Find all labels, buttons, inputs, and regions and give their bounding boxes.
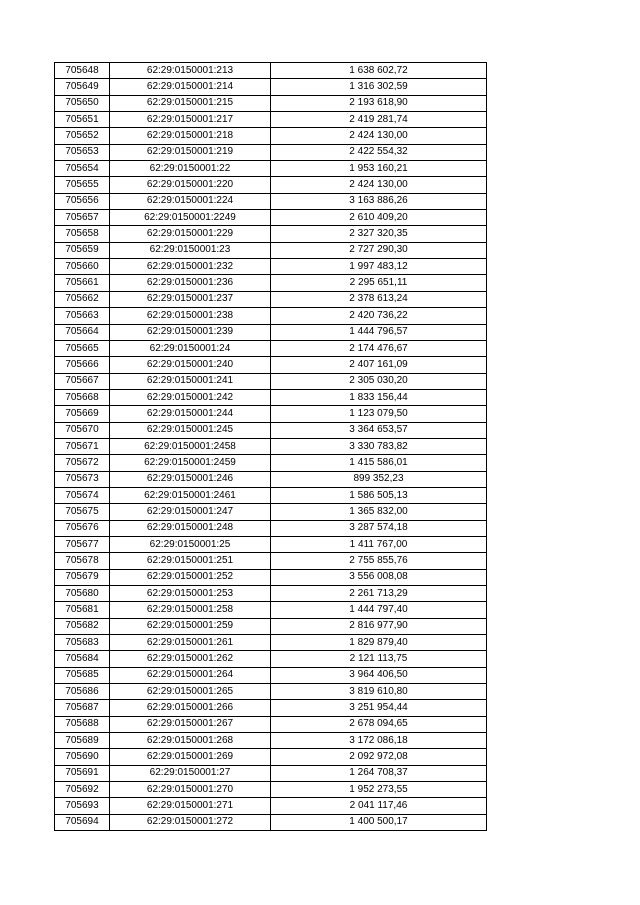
cadastral-number-cell: 62:29:0150001:244	[110, 406, 271, 422]
cadastral-number-cell: 62:29:0150001:224	[110, 193, 271, 209]
cadastral-number-cell: 62:29:0150001:259	[110, 618, 271, 634]
table-row	[55, 389, 487, 405]
table-row	[55, 553, 487, 569]
row-number-cell: 705664	[55, 324, 110, 340]
table-row	[55, 161, 487, 177]
cadastral-value-cell: 2 816 977,90	[271, 618, 487, 634]
row-number-cell: 705677	[55, 536, 110, 552]
cadastral-value-cell: 1 952 273,55	[271, 782, 487, 798]
table-row	[55, 95, 487, 111]
cadastral-value-cell: 2 378 613,24	[271, 291, 487, 307]
row-number-cell: 705652	[55, 128, 110, 144]
table-row	[55, 520, 487, 536]
cadastral-number-cell: 62:29:0150001:2458	[110, 438, 271, 454]
table-row	[55, 275, 487, 291]
cadastral-number-cell: 62:29:0150001:261	[110, 635, 271, 651]
table-row	[55, 373, 487, 389]
cadastral-number-cell: 62:29:0150001:213	[110, 63, 271, 79]
cadastral-number-cell: 62:29:0150001:269	[110, 749, 271, 765]
cadastral-number-cell: 62:29:0150001:272	[110, 814, 271, 830]
row-number-cell: 705668	[55, 389, 110, 405]
table-row	[55, 128, 487, 144]
row-number-cell: 705685	[55, 667, 110, 683]
cadastral-value-cell: 1 586 505,13	[271, 487, 487, 503]
table-row	[55, 749, 487, 765]
cadastral-number-cell: 62:29:0150001:264	[110, 667, 271, 683]
cadastral-number-cell: 62:29:0150001:229	[110, 226, 271, 242]
cadastral-value-cell: 2 755 855,76	[271, 553, 487, 569]
row-number-cell: 705657	[55, 210, 110, 226]
cadastral-number-cell: 62:29:0150001:237	[110, 291, 271, 307]
cadastral-number-cell: 62:29:0150001:2459	[110, 455, 271, 471]
cadastral-value-cell: 3 330 783,82	[271, 438, 487, 454]
table-row	[55, 63, 487, 79]
cadastral-value-cell: 1 833 156,44	[271, 389, 487, 405]
row-number-cell: 705661	[55, 275, 110, 291]
cadastral-number-cell: 62:29:0150001:247	[110, 504, 271, 520]
row-number-cell: 705650	[55, 95, 110, 111]
cadastral-value-cell: 1 316 302,59	[271, 79, 487, 95]
cadastral-number-cell: 62:29:0150001:241	[110, 373, 271, 389]
cadastral-value-cell: 3 556 008,08	[271, 569, 487, 585]
row-number-cell: 705691	[55, 765, 110, 781]
cadastral-value-cell: 2 610 409,20	[271, 210, 487, 226]
table-row	[55, 471, 487, 487]
cadastral-value-cell: 2 407 161,09	[271, 357, 487, 373]
cadastral-number-cell: 62:29:0150001:246	[110, 471, 271, 487]
table-row	[55, 259, 487, 275]
cadastral-value-cell: 1 411 767,00	[271, 536, 487, 552]
cadastral-value-cell: 1 365 832,00	[271, 504, 487, 520]
table-row	[55, 765, 487, 781]
row-number-cell: 705689	[55, 733, 110, 749]
row-number-cell: 705678	[55, 553, 110, 569]
table-row	[55, 438, 487, 454]
cadastral-value-cell: 3 163 886,26	[271, 193, 487, 209]
table-row	[55, 406, 487, 422]
cadastral-number-cell: 62:29:0150001:218	[110, 128, 271, 144]
table-row	[55, 651, 487, 667]
row-number-cell: 705679	[55, 569, 110, 585]
row-number-cell: 705667	[55, 373, 110, 389]
cadastral-number-cell: 62:29:0150001:251	[110, 553, 271, 569]
cadastral-number-cell: 62:29:0150001:214	[110, 79, 271, 95]
table-row	[55, 700, 487, 716]
cadastral-number-cell: 62:29:0150001:271	[110, 798, 271, 814]
row-number-cell: 705665	[55, 340, 110, 356]
row-number-cell: 705694	[55, 814, 110, 830]
table-body	[55, 63, 487, 831]
cadastral-number-cell: 62:29:0150001:242	[110, 389, 271, 405]
cadastral-number-cell: 62:29:0150001:23	[110, 242, 271, 258]
cadastral-value-cell: 2 420 736,22	[271, 308, 487, 324]
table-row	[55, 798, 487, 814]
row-number-cell: 705666	[55, 357, 110, 373]
row-number-cell: 705693	[55, 798, 110, 814]
table-row	[55, 357, 487, 373]
cadastral-value-cell: 1 444 797,40	[271, 602, 487, 618]
row-number-cell: 705649	[55, 79, 110, 95]
row-number-cell: 705687	[55, 700, 110, 716]
row-number-cell: 705686	[55, 684, 110, 700]
row-number-cell: 705684	[55, 651, 110, 667]
row-number-cell: 705690	[55, 749, 110, 765]
cadastral-number-cell: 62:29:0150001:236	[110, 275, 271, 291]
cadastral-value-cell: 1 400 500,17	[271, 814, 487, 830]
row-number-cell: 705656	[55, 193, 110, 209]
table-row	[55, 226, 487, 242]
table-row	[55, 814, 487, 830]
table-row	[55, 504, 487, 520]
cadastral-value-cell: 2 727 290,30	[271, 242, 487, 258]
table-row	[55, 193, 487, 209]
cadastral-value-cell: 3 364 653,57	[271, 422, 487, 438]
row-number-cell: 705659	[55, 242, 110, 258]
cadastral-value-cell: 899 352,23	[271, 471, 487, 487]
cadastral-number-cell: 62:29:0150001:268	[110, 733, 271, 749]
table-row	[55, 324, 487, 340]
row-number-cell: 705674	[55, 487, 110, 503]
row-number-cell: 705671	[55, 438, 110, 454]
cadastral-value-cell: 2 305 030,20	[271, 373, 487, 389]
cadastral-number-cell: 62:29:0150001:232	[110, 259, 271, 275]
table-row	[55, 340, 487, 356]
cadastral-number-cell: 62:29:0150001:262	[110, 651, 271, 667]
cadastral-value-cell: 2 422 554,32	[271, 144, 487, 160]
cadastral-number-cell: 62:29:0150001:245	[110, 422, 271, 438]
table-row	[55, 716, 487, 732]
cadastral-value-cell: 2 261 713,29	[271, 586, 487, 602]
cadastral-number-cell: 62:29:0150001:240	[110, 357, 271, 373]
table-row	[55, 291, 487, 307]
row-number-cell: 705681	[55, 602, 110, 618]
cadastral-value-cell: 2 327 320,35	[271, 226, 487, 242]
cadastral-number-cell: 62:29:0150001:258	[110, 602, 271, 618]
row-number-cell: 705648	[55, 63, 110, 79]
cadastral-value-cell: 2 092 972,08	[271, 749, 487, 765]
row-number-cell: 705653	[55, 144, 110, 160]
cadastral-number-cell: 62:29:0150001:22	[110, 161, 271, 177]
cadastral-value-cell: 1 829 879,40	[271, 635, 487, 651]
table-row	[55, 733, 487, 749]
cadastral-number-cell: 62:29:0150001:267	[110, 716, 271, 732]
cadastral-value-cell: 3 964 406,50	[271, 667, 487, 683]
row-number-cell: 705688	[55, 716, 110, 732]
row-number-cell: 705663	[55, 308, 110, 324]
cadastral-value-cell: 3 287 574,18	[271, 520, 487, 536]
cadastral-number-cell: 62:29:0150001:27	[110, 765, 271, 781]
table-row	[55, 144, 487, 160]
table-row	[55, 635, 487, 651]
cadastral-value-cell: 2 424 130,00	[271, 128, 487, 144]
cadastral-value-cell: 1 953 160,21	[271, 161, 487, 177]
row-number-cell: 705658	[55, 226, 110, 242]
row-number-cell: 705683	[55, 635, 110, 651]
cadastral-number-cell: 62:29:0150001:266	[110, 700, 271, 716]
row-number-cell: 705669	[55, 406, 110, 422]
row-number-cell: 705675	[55, 504, 110, 520]
cadastral-number-cell: 62:29:0150001:2249	[110, 210, 271, 226]
table-row	[55, 308, 487, 324]
row-number-cell: 705692	[55, 782, 110, 798]
cadastral-number-cell: 62:29:0150001:265	[110, 684, 271, 700]
row-number-cell: 705662	[55, 291, 110, 307]
table-row	[55, 569, 487, 585]
row-number-cell: 705672	[55, 455, 110, 471]
row-number-cell: 705654	[55, 161, 110, 177]
row-number-cell: 705655	[55, 177, 110, 193]
row-number-cell: 705676	[55, 520, 110, 536]
row-number-cell: 705680	[55, 586, 110, 602]
cadastral-number-cell: 62:29:0150001:248	[110, 520, 271, 536]
cadastral-value-cell: 2 424 130,00	[271, 177, 487, 193]
cadastral-number-cell: 62:29:0150001:24	[110, 340, 271, 356]
table-row	[55, 684, 487, 700]
cadastral-value-cell: 1 638 602,72	[271, 63, 487, 79]
cadastral-number-cell: 62:29:0150001:238	[110, 308, 271, 324]
table-row	[55, 602, 487, 618]
row-number-cell: 705660	[55, 259, 110, 275]
cadastral-number-cell: 62:29:0150001:25	[110, 536, 271, 552]
cadastral-value-cell: 2 041 117,46	[271, 798, 487, 814]
cadastral-value-cell: 3 819 610,80	[271, 684, 487, 700]
cadastre-value-table	[54, 62, 487, 831]
cadastral-number-cell: 62:29:0150001:270	[110, 782, 271, 798]
table-row	[55, 79, 487, 95]
cadastral-value-cell: 1 415 586,01	[271, 455, 487, 471]
table-row	[55, 210, 487, 226]
row-number-cell: 705651	[55, 112, 110, 128]
cadastral-value-cell: 2 678 094,65	[271, 716, 487, 732]
cadastral-value-cell: 2 193 618,90	[271, 95, 487, 111]
table-row	[55, 618, 487, 634]
table-row	[55, 487, 487, 503]
cadastral-value-cell: 1 444 796,57	[271, 324, 487, 340]
table-row	[55, 242, 487, 258]
row-number-cell: 705673	[55, 471, 110, 487]
cadastral-value-cell: 2 419 281,74	[271, 112, 487, 128]
cadastral-value-cell: 2 121 113,75	[271, 651, 487, 667]
cadastral-value-cell: 2 174 476,67	[271, 340, 487, 356]
cadastral-number-cell: 62:29:0150001:219	[110, 144, 271, 160]
cadastral-value-cell: 1 997 483,12	[271, 259, 487, 275]
cadastral-number-cell: 62:29:0150001:239	[110, 324, 271, 340]
table-row	[55, 536, 487, 552]
cadastral-number-cell: 62:29:0150001:215	[110, 95, 271, 111]
row-number-cell: 705682	[55, 618, 110, 634]
cadastral-number-cell: 62:29:0150001:2461	[110, 487, 271, 503]
table-row	[55, 782, 487, 798]
cadastral-number-cell: 62:29:0150001:220	[110, 177, 271, 193]
table-row	[55, 667, 487, 683]
table-row	[55, 112, 487, 128]
cadastral-number-cell: 62:29:0150001:252	[110, 569, 271, 585]
table-row	[55, 455, 487, 471]
table-row	[55, 422, 487, 438]
cadastral-value-cell: 1 264 708,37	[271, 765, 487, 781]
cadastral-value-cell: 2 295 651,11	[271, 275, 487, 291]
cadastral-number-cell: 62:29:0150001:217	[110, 112, 271, 128]
table-row	[55, 586, 487, 602]
cadastral-number-cell: 62:29:0150001:253	[110, 586, 271, 602]
row-number-cell: 705670	[55, 422, 110, 438]
cadastral-value-cell: 1 123 079,50	[271, 406, 487, 422]
table-row	[55, 177, 487, 193]
cadastral-value-cell: 3 172 086,18	[271, 733, 487, 749]
cadastral-value-cell: 3 251 954,44	[271, 700, 487, 716]
